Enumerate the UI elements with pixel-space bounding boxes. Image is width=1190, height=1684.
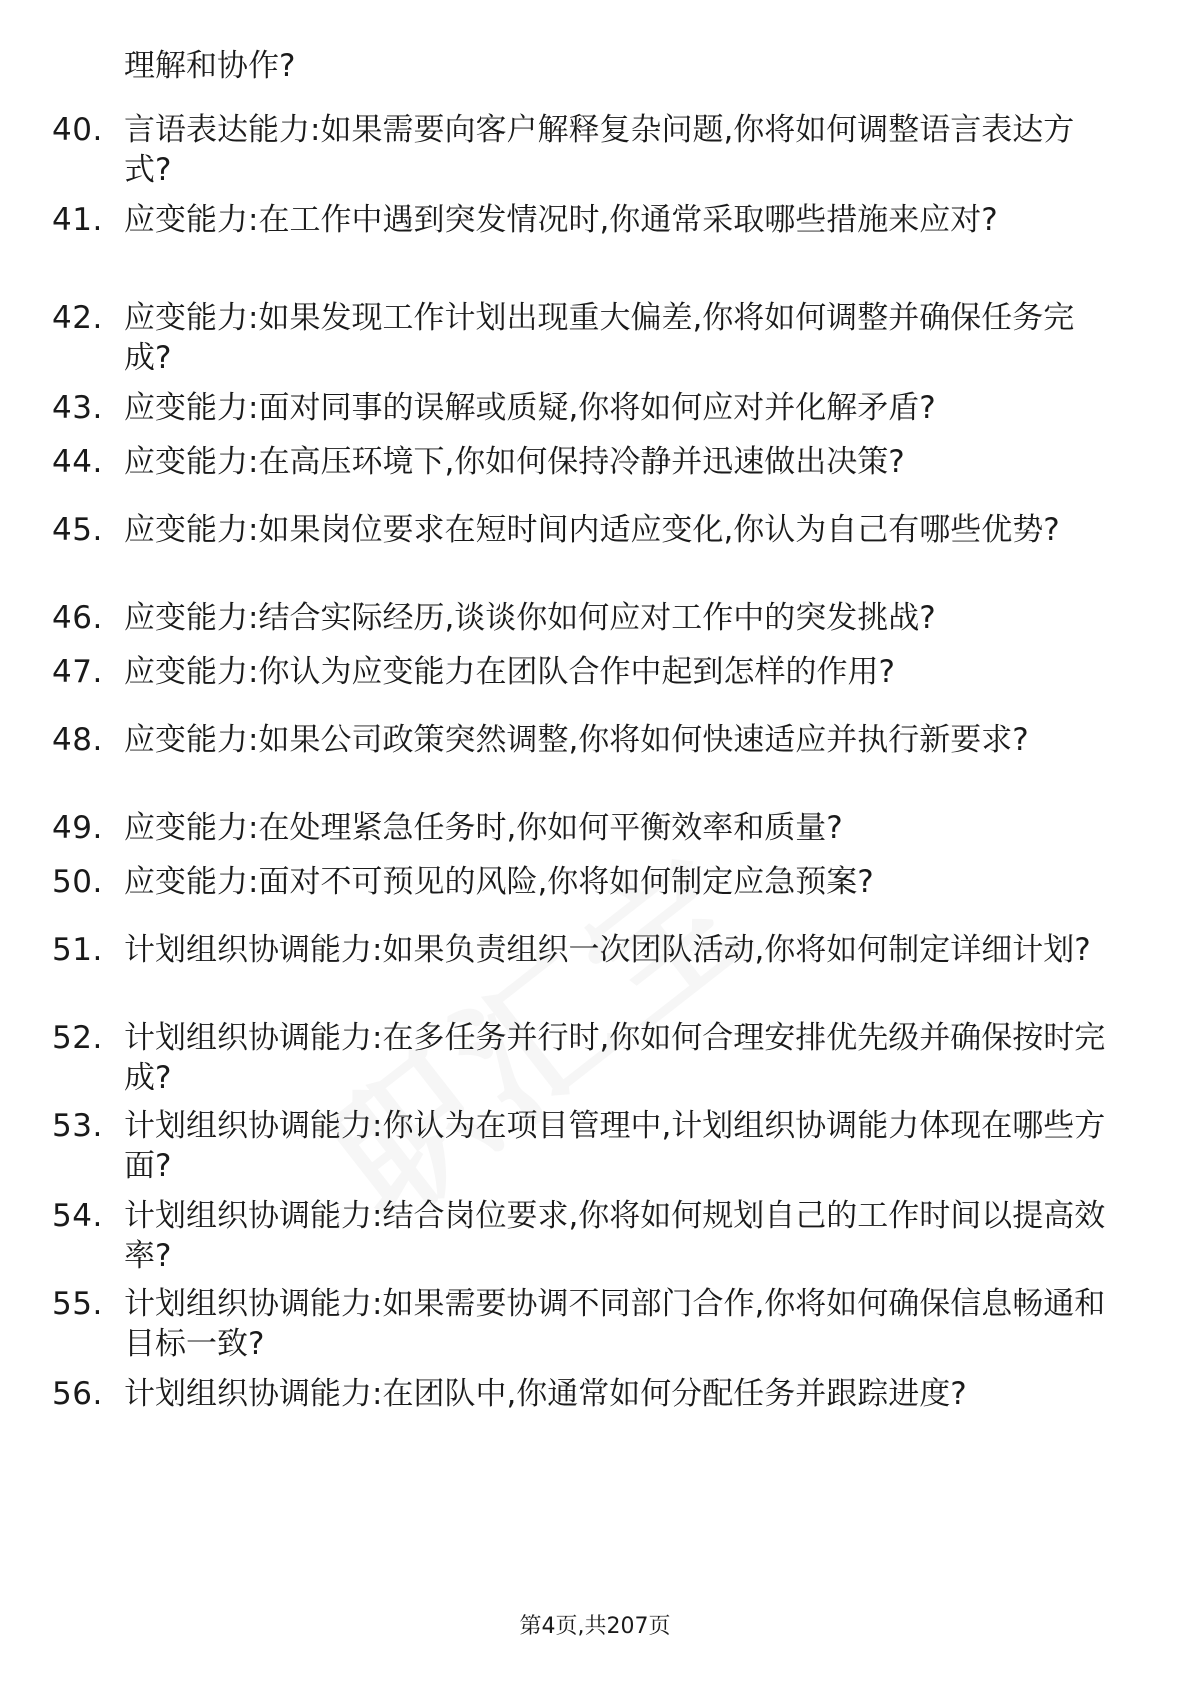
question-text: 应变能力:在高压环境下,你如何保持冷静并迅速做出决策?: [124, 444, 905, 480]
question-text: 应变能力:面对同事的误解或质疑,你将如何应对并化解矛盾?: [124, 390, 936, 426]
question-text: 计划组织协调能力:如果需要协调不同部门合作,你将如何确保信息畅通和目标一致?: [124, 1286, 1106, 1362]
question-number: 46.: [52, 600, 103, 636]
question-item: [52, 652, 1112, 692]
question-item: [52, 1284, 1112, 1364]
question-item: [52, 720, 1112, 760]
question-item: [52, 1106, 1112, 1186]
question-text: 应变能力:结合实际经历,谈谈你如何应对工作中的突发挑战?: [124, 600, 936, 636]
question-item: [52, 298, 1112, 378]
question-text: 计划组织协调能力:你认为在项目管理中,计划组织协调能力体现在哪些方面?: [124, 1108, 1106, 1184]
question-item: [52, 1196, 1112, 1276]
question-number: 55.: [52, 1286, 103, 1322]
question-text: 应变能力:在工作中遇到突发情况时,你通常采取哪些措施来应对?: [124, 202, 998, 238]
question-number: 49.: [52, 810, 103, 846]
question-text: 应变能力:你认为应变能力在团队合作中起到怎样的作用?: [124, 654, 895, 690]
question-item: [52, 1374, 1112, 1414]
question-number: 53.: [52, 1108, 103, 1144]
question-text: 计划组织协调能力:在多任务并行时,你如何合理安排优先级并确保按时完成?: [124, 1020, 1106, 1096]
page-footer: 第4页,共207页: [519, 1614, 671, 1639]
question-item: [52, 442, 1112, 482]
question-text: 计划组织协调能力:在团队中,你通常如何分配任务并跟踪进度?: [124, 1376, 967, 1412]
question-item: [52, 510, 1112, 550]
question-text: 计划组织协调能力:如果负责组织一次团队活动,你将如何制定详细计划?: [124, 932, 1091, 968]
question-text: 应变能力:如果公司政策突然调整,你将如何快速适应并执行新要求?: [124, 722, 1029, 758]
question-item: [52, 388, 1112, 428]
question-number: 40.: [52, 112, 103, 148]
question-item: [52, 110, 1112, 190]
question-item: [52, 200, 1112, 240]
question-number: 52.: [52, 1020, 103, 1056]
question-item: [52, 598, 1112, 638]
question-text: 言语表达能力:如果需要向客户解释复杂问题,你将如何调整语言表达方式?: [124, 112, 1075, 188]
question-number: 48.: [52, 722, 103, 758]
question-text: 计划组织协调能力:结合岗位要求,你将如何规划自己的工作时间以提高效率?: [124, 1198, 1106, 1274]
question-item: [52, 1018, 1112, 1098]
question-item: [52, 862, 1112, 902]
question-item: [52, 808, 1112, 848]
question-text: 应变能力:如果岗位要求在短时间内适应变化,你认为自己有哪些优势?: [124, 512, 1060, 548]
question-number: 41.: [52, 202, 103, 238]
question-number: 42.: [52, 300, 103, 336]
question-item: [52, 930, 1112, 970]
question-text: 应变能力:面对不可预见的风险,你将如何制定应急预案?: [124, 864, 874, 900]
question-text: 应变能力:在处理紧急任务时,你如何平衡效率和质量?: [124, 810, 843, 846]
question-number: 45.: [52, 512, 103, 548]
question-number: 44.: [52, 444, 103, 480]
continued-question-text: 理解和协作?: [124, 48, 296, 84]
question-number: 50.: [52, 864, 103, 900]
question-number: 51.: [52, 932, 103, 968]
question-number: 47.: [52, 654, 103, 690]
question-number: 54.: [52, 1198, 103, 1234]
question-text: 应变能力:如果发现工作计划出现重大偏差,你将如何调整并确保任务完成?: [124, 300, 1075, 376]
question-number: 56.: [52, 1376, 103, 1412]
question-number: 43.: [52, 390, 103, 426]
